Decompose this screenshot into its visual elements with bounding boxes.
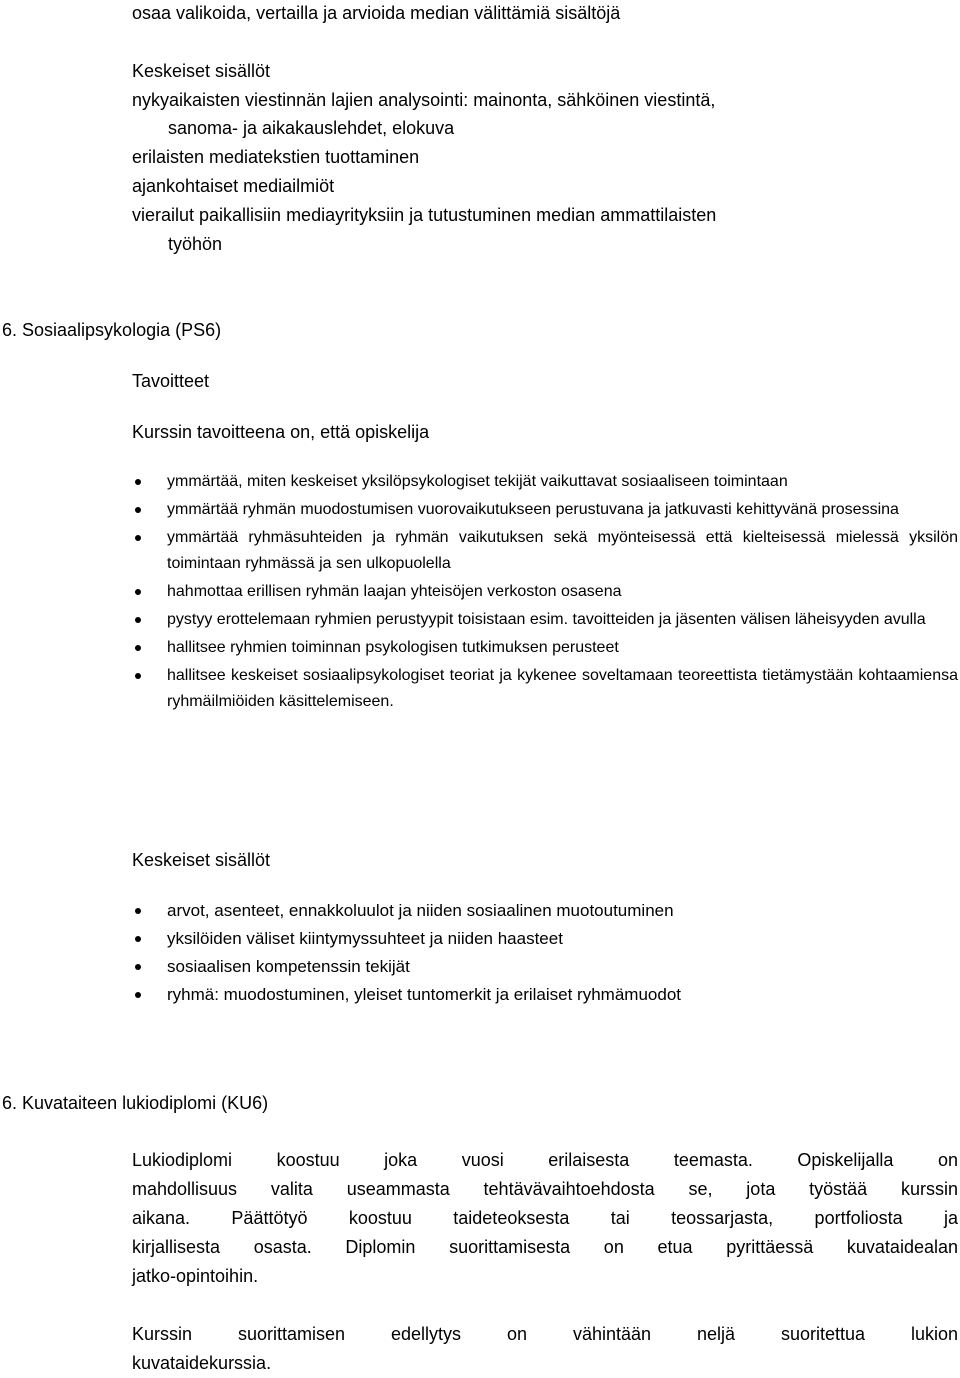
media-content-item: ajankohtaiset mediailmiöt — [132, 176, 335, 196]
ps6-goals-list — [132, 469, 958, 717]
ku6-paragraph-1 — [132, 1146, 958, 1291]
bullet-icon — [135, 992, 141, 998]
goal-text: hallitsee keskeiset sosiaalipsykologiset teoriat ja kykenee soveltamaan teoreettista tietämystään kohtaamiensa ryhmäilmiöiden käsittelemiseen. — [167, 667, 958, 710]
paragraph-line: kuvataidekurssia. — [132, 1353, 272, 1373]
bullet-icon — [135, 617, 141, 623]
ku6-paragraph-2 — [132, 1320, 958, 1378]
ps6-contents-list — [132, 897, 958, 1009]
goal-text: ymmärtää ryhmäsuhteiden ja ryhmän vaikutuksen sekä myönteisessä että kielteisessä mielessä yksilön toimintaan ryhmässä ja sen ulkopuolella — [167, 529, 958, 572]
media-content-item: työhön — [168, 234, 223, 254]
media-content-item: erilaisten mediatekstien tuottaminen — [132, 147, 420, 167]
content-text: sosiaalisen kompetenssin tekijät — [167, 957, 410, 976]
ps6-goals-heading: Tavoitteet — [132, 371, 210, 391]
paragraph-line: jatko-opintoihin. — [132, 1266, 259, 1286]
list-item — [132, 925, 958, 953]
bullet-icon — [135, 936, 141, 942]
bullet-icon — [135, 964, 141, 970]
goal-text: hallitsee ryhmien toiminnan psykologisen tutkimuksen perusteet — [167, 639, 619, 656]
media-contents-heading: Keskeiset sisällöt — [132, 61, 271, 81]
content-text: yksilöiden väliset kiintymyssuhteet ja niiden haasteet — [167, 929, 563, 948]
list-item — [132, 469, 958, 495]
bullet-icon — [135, 479, 141, 485]
media-content-item: sanoma- ja aikakauslehdet, elokuva — [168, 118, 455, 138]
ku6-title: 6. Kuvataiteen lukiodiplomi (KU6) — [2, 1093, 269, 1113]
media-content-item: nykyaikaisten viestinnän lajien analysointi: mainonta, sähköinen viestintä, — [132, 90, 716, 110]
goal-text: pystyy erottelemaan ryhmien perustyypit toisistaan esim. tavoitteiden ja jäsenten välisen läheisyyden avulla — [167, 611, 926, 628]
paragraph-line: aikana. Päättötyö koostuu taideteoksesta tai teossarjasta, portfoliosta ja — [132, 1208, 958, 1228]
list-item — [132, 579, 958, 605]
list-item — [132, 953, 958, 981]
ps6-contents-heading: Keskeiset sisällöt — [132, 850, 271, 870]
ps6-title: 6. Sosiaalipsykologia (PS6) — [2, 320, 222, 340]
bullet-icon — [135, 908, 141, 914]
list-item — [132, 497, 958, 523]
bullet-icon — [135, 507, 141, 513]
media-content-item: vierailut paikallisiin mediayrityksiin ja tutustuminen median ammattilaisten — [132, 205, 717, 225]
goal-text: ymmärtää ryhmän muodostumisen vuorovaikutukseen perustuvana ja jatkuvasti kehittyvänä prosessina — [167, 501, 899, 518]
bullet-icon — [135, 589, 141, 595]
list-item — [132, 663, 958, 715]
list-item — [132, 635, 958, 661]
list-item — [132, 897, 958, 925]
bullet-icon — [135, 673, 141, 679]
bullet-icon — [135, 645, 141, 651]
goal-text: ymmärtää, miten keskeiset yksilöpsykologiset tekijät vaikuttavat sosiaaliseen toimintaan — [167, 473, 788, 490]
content-text: arvot, asenteet, ennakkoluulot ja niiden sosiaalinen muotoutuminen — [167, 901, 674, 920]
paragraph-line: Kurssin suorittamisen edellytys on vähintään neljä suoritettua lukion — [132, 1324, 958, 1344]
paragraph-line: kirjallisesta osasta. Diplomin suorittamisesta on etua pyrittäessä kuvataidealan — [132, 1237, 958, 1257]
list-item — [132, 525, 958, 577]
list-item — [132, 607, 958, 633]
paragraph-line: mahdollisuus valita useammasta tehtävävaihtoehdosta se, jota työstää kurssin — [132, 1179, 958, 1199]
paragraph-line: Lukiodiplomi koostuu joka vuosi erilaisesta teemasta. Opiskelijalla on — [132, 1150, 958, 1170]
goal-text: hahmottaa erillisen ryhmän laajan yhteisöjen verkoston osasena — [167, 583, 622, 600]
top-line-text: osaa valikoida, vertailla ja arvioida median välittämiä sisältöjä — [132, 3, 621, 23]
content-text: ryhmä: muodostuminen, yleiset tuntomerkit ja erilaiset ryhmämuodot — [167, 985, 681, 1004]
list-item — [132, 981, 958, 1009]
ps6-goals-intro: Kurssin tavoitteena on, että opiskelija — [132, 422, 430, 442]
bullet-icon — [135, 535, 141, 541]
